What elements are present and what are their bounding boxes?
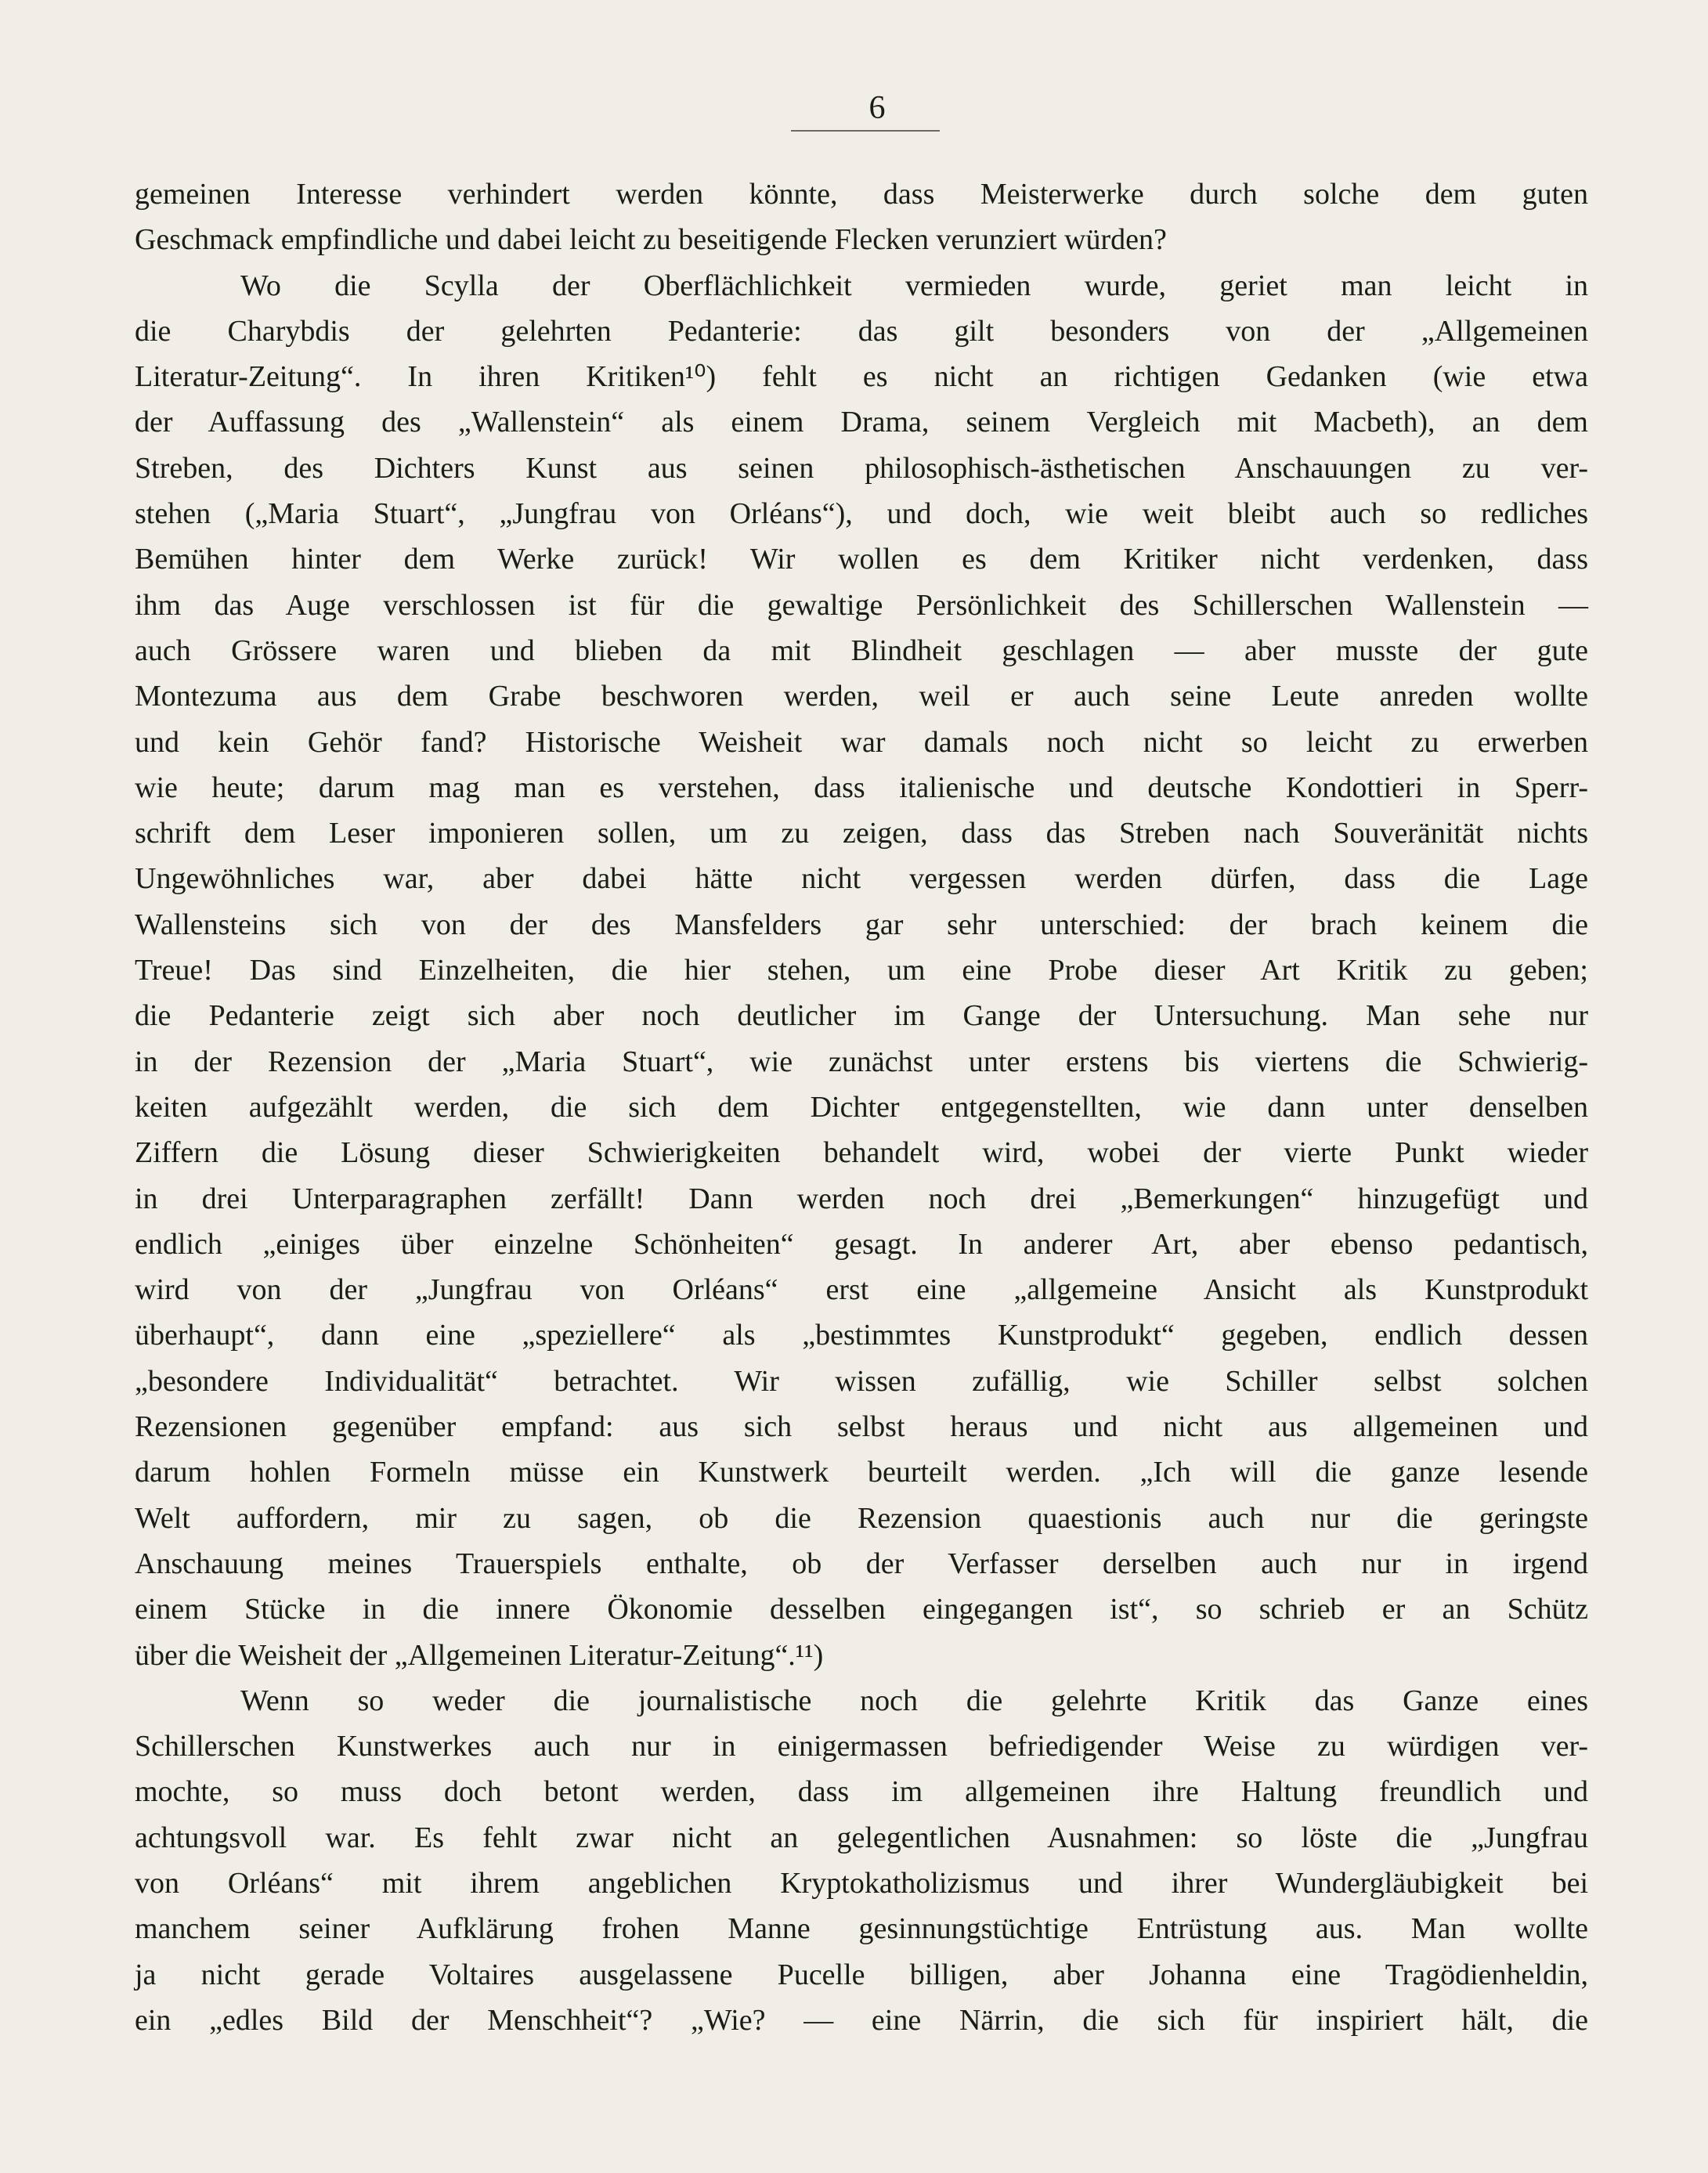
text-line: Schillerschen Kunstwerkes auch nur in einigermassen befriedigender Weise zu würdigen ver- [135,1730,1588,1763]
text-line: die Charybdis der gelehrten Pedanterie: das gilt besonders von der „Allgemeinen [135,314,1588,348]
text-line: Geschmack empfindliche und dabei leicht zu beseitigende Flecken verunziert würden? [135,223,1167,257]
text-line: über die Weisheit der „Allgemeinen Literatur-Zeitung“.¹¹) [135,1638,824,1672]
text-line: Streben, des Dichters Kunst aus seinen philosophisch-ästhetischen Anschauungen zu ver- [135,451,1588,485]
text-line: mochte, so muss doch betont werden, dass im allgemeinen ihre Haltung freundlich und [135,1775,1588,1809]
text-line: keiten aufgezählt werden, die sich dem Dichter entgegenstellten, wie dann unter denselben [135,1090,1588,1124]
text-line: in drei Unterparagraphen zerfällt! Dann werden noch drei „Bemerkungen“ hinzugefügt und [135,1182,1588,1215]
text-line: stehen („Maria Stuart“, „Jungfrau von Orléans“), und doch, wie weit bleibt auch so redliches [135,497,1588,531]
header-rule [791,130,940,132]
text-line: „besondere Individualität“ betrachtet. Wir wissen zufällig, wie Schiller selbst solchen [135,1364,1588,1398]
text-line: wird von der „Jungfrau von Orléans“ erst eine „allgemeine Ansicht als Kunstprodukt [135,1273,1588,1307]
text-line: Literatur-Zeitung“. In ihren Kritiken¹⁰) fehlt es nicht an richtigen Gedanken (wie etwa [135,360,1588,394]
body-text [135,171,1588,2043]
text-line: ihm das Auge verschlossen ist für die gewaltige Persönlichkeit des Schillerschen Wallenstein — [135,588,1588,622]
text-line: Wo die Scylla der Oberflächlichkeit vermieden wurde, geriet man leicht in [240,269,1588,302]
text-line: manchem seiner Aufklärung frohen Manne gesinnungstüchtige Entrüstung aus. Man wollte [135,1912,1588,1946]
text-line: darum hohlen Formeln müsse ein Kunstwerk beurteilt werden. „Ich will die ganze lesende [135,1456,1588,1489]
text-line: überhaupt“, dann eine „speziellere“ als „bestimmtes Kunstprodukt“ gegeben, endlich dessen [135,1319,1588,1352]
text-line: schrift dem Leser imponieren sollen, um zu zeigen, dass das Streben nach Souveränität nichts [135,817,1588,850]
text-line: auch Grössere waren und blieben da mit Blindheit geschlagen — aber musste der gute [135,633,1588,667]
text-line: Treue! Das sind Einzelheiten, die hier stehen, um eine Probe dieser Art Kritik zu geben; [135,954,1588,987]
text-line: und kein Gehör fand? Historische Weisheit war damals noch nicht so leicht zu erwerben [135,725,1588,759]
text-line: ein „edles Bild der Menschheit“? „Wie? — eine Närrin, die sich für inspiriert hält, die [135,2003,1588,2037]
text-line: Montezuma aus dem Grabe beschworen werden, weil er auch seine Leute anreden wollte [135,680,1588,713]
text-line: Bemühen hinter dem Werke zurück! Wir wollen es dem Kritiker nicht verdenken, dass [135,543,1588,576]
text-line: Anschauung meines Trauerspiels enthalte, ob der Verfasser derselben auch nur in irgend [135,1547,1588,1580]
text-line: ja nicht gerade Voltaires ausgelassene Pucelle billigen, aber Johanna eine Tragödienheldin, [135,1958,1588,1991]
text-line: in der Rezension der „Maria Stuart“, wie zunächst unter erstens bis viertens die Schwierig- [135,1045,1588,1078]
text-line: achtungsvoll war. Es fehlt zwar nicht an gelegentlichen Ausnahmen: so löste die „Jungfrau [135,1821,1588,1854]
text-line: gemeinen Interesse verhindert werden könnte, dass Meisterwerke durch solche dem guten [135,178,1588,211]
text-line: Wenn so weder die journalistische noch die gelehrte Kritik das Ganze eines [240,1684,1588,1717]
text-line: endlich „einiges über einzelne Schönheiten“ gesagt. In anderer Art, aber ebenso pedantisch, [135,1227,1588,1261]
text-line: Ziffern die Lösung dieser Schwierigkeiten behandelt wird, wobei der vierte Punkt wieder [135,1136,1588,1170]
text-line: Welt auffordern, mir zu sagen, ob die Rezension quaestionis auch nur die geringste [135,1501,1588,1535]
text-line: wie heute; darum mag man es verstehen, dass italienische und deutsche Kondottieri in Sperr- [135,771,1588,804]
text-line: von Orléans“ mit ihrem angeblichen Kryptokatholizismus und ihrer Wundergläubigkeit bei [135,1866,1588,1900]
text-line: Rezensionen gegenüber empfand: aus sich selbst heraus und nicht aus allgemeinen und [135,1410,1588,1444]
text-line: einem Stücke in die innere Ökonomie desselben eingegangen ist“, so schrieb er an Schütz [135,1593,1588,1626]
page-number: 6 [868,90,886,126]
text-line: die Pedanterie zeigt sich aber noch deutlicher im Gange der Untersuchung. Man sehe nur [135,999,1588,1033]
text-line: Ungewöhnliches war, aber dabei hätte nicht vergessen werden dürfen, dass die Lage [135,862,1588,896]
text-line: der Auffassung des „Wallenstein“ als einem Drama, seinem Vergleich mit Macbeth), an dem [135,406,1588,439]
text-line: Wallensteins sich von der des Mansfelders gar sehr unterschied: der brach keinem die [135,908,1588,941]
